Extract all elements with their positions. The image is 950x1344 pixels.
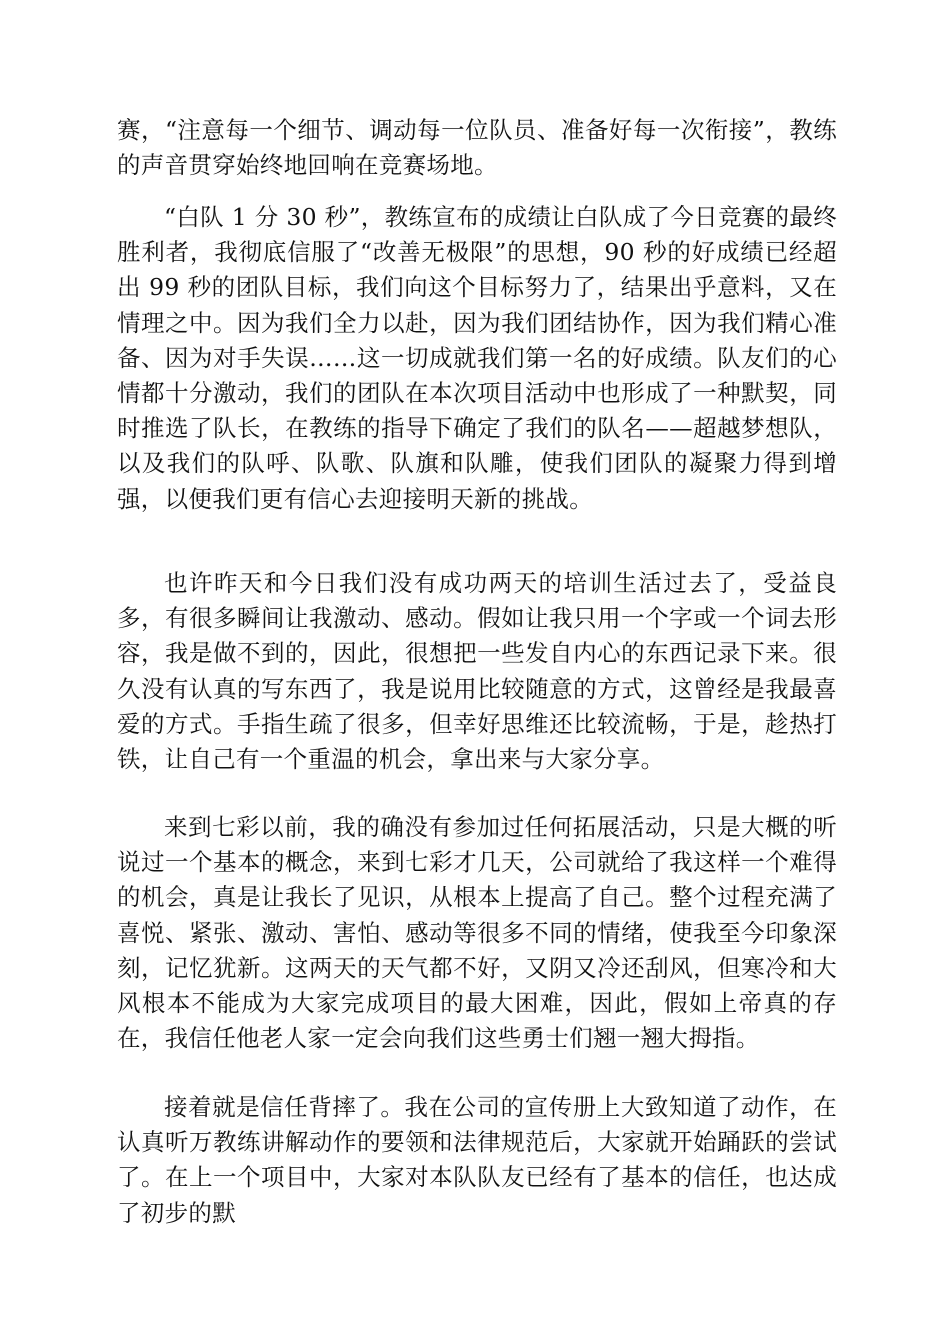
paragraph-continuation: 赛，“注意每一个细节、调动每一位队员、准备好每一次衔接”，教练的声音贯穿始终地回响在竞赛场地。	[117, 116, 837, 180]
paragraph-training-reflection: 也许昨天和今日我们没有成功两天的培训生活过去了，受益良多，有很多瞬间让我激动、感动。假如让我只用一个字或一个词去形容，我是做不到的，因此，很想把一些发自内心的东西记录下来。很久没有认真的写东西了，我是说用比较随意的方式，这曾经是我最喜爱的方式。手指生疏了很多，但幸好思维还比较流畅，于是，趁热打铁，让自己有一个重温的机会，拿出来与大家分享。	[117, 569, 837, 774]
paragraph-first-experience: 来到七彩以前，我的确没有参加过任何拓展活动，只是大概的听说过一个基本的概念，来到七彩才几天，公司就给了我这样一个难得的机会，真是让我长了见识，从根本上提高了自己。整个过程充满了喜悦、紧张、激动、害怕、感动等很多不同的情绪，使我至今印象深刻，记忆犹新。这两天的天气都不好，又阴又冷还刮风，但寒冷和大风根本不能成为大家完成项目的最大困难，因此，假如上帝真的存在，我信任他老人家一定会向我们这些勇士们翘一翘大拇指。	[117, 813, 837, 1053]
document-page	[117, 0, 837, 1344]
paragraph-trust-fall: 接着就是信任背摔了。我在公司的宣传册上大致知道了动作，在认真听万教练讲解动作的要领和法律规范后，大家就开始踊跃的尝试了。在上一个项目中，大家对本队队友已经有了基本的信任，也达成了初步的默	[117, 1093, 837, 1227]
paragraph-white-team-result: “白队 1 分 30 秒”，教练宣布的成绩让白队成了今日竞赛的最终胜利者，我彻底信服了“改善无极限”的思想，90 秒的好成绩已经超出 99 秒的团队目标，我们向这个目标努力了，结果出乎意料，又在情理之中。因为我们全力以赴，因为我们团结协作，因为我们精心准备、因为对手失误……这一切成就我们第一名的好成绩。队友们的心情都十分激动，我们的团队在本次项目活动中也形成了一种默契，同时推选了队长，在教练的指导下确定了我们的队名——超越梦想队，以及我们的队呼、队歌、队旗和队雕，使我们团队的凝聚力得到增强，以便我们更有信心去迎接明天新的挑战。	[117, 203, 837, 513]
